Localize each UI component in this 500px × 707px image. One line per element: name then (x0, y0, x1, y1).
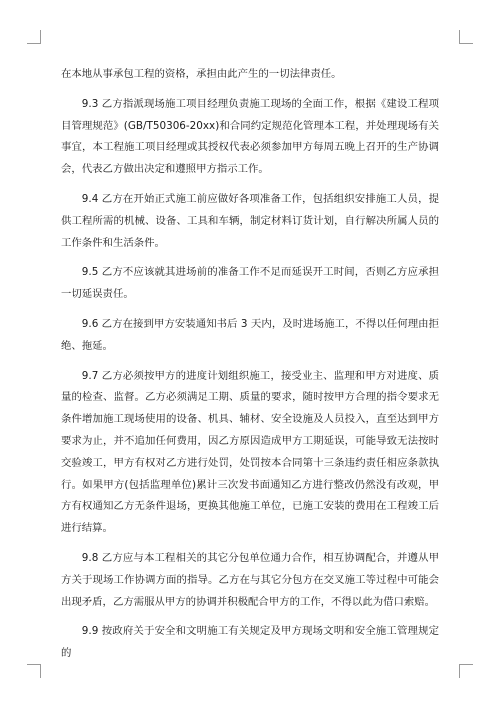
paragraph-9-7: 9.7 乙方必须按甲方的进度计划组织施工，接受业主、监理和甲方对进度、质量的检查、监督。乙方必须满足工期、质量的要求，随时按甲方合理的指令要求无条件增加施工现场使用的设备、机具、辅材、安全设施及人员投入，直至达到甲方要求为止，并不追加任何费用，因乙方原因造成甲方工期延误，可能导致无法按时交验竣工，甲方有权对乙方进行处罚，处罚按本合同第十三条违约责任相应条款执行。如果甲方(包括监理单位)累计三次发书面通知乙方进行整改仍然没有改观，甲方有权通知乙方无条件退场，更换其他施工单位，已施工安装的费用在工程竣工后进行结算。 (61, 369, 439, 535)
paragraph-9-8: 9.8 乙方应与本工程相关的其它分包单位通力合作，相互协调配合，并遵从甲方关于现场工作协调方面的指导。乙方在与其它分包方在交叉施工等过程中可能会出现矛盾，乙方需服从甲方的协调并积极配合甲方的工作，不得以此为借口索赔。 (61, 551, 439, 608)
crop-mark-top-right-v (459, 30, 460, 44)
crop-mark-top-right-h (459, 43, 473, 44)
paragraph-9-5: 9.5 乙方不应该就其进场前的准备工作不足而延误开工时间，否则乙方应承担一切延误责任。 (61, 266, 439, 301)
crop-mark-top-left-h (27, 43, 41, 44)
paragraph-continuation: 在本地从事承包工程的资格，承担由此产生的一切法律责任。 (61, 68, 342, 80)
crop-mark-bottom-left-h (27, 664, 41, 665)
paragraph-9-9: 9.9 按政府关于安全和文明施工有关规定及甲方现场文明和安全施工管理规定的 (61, 625, 439, 660)
crop-mark-bottom-right-h (459, 664, 473, 665)
paragraph-9-3: 9.3 乙方指派现场施工项目经理负责施工现场的全面工作，根据《建设工程项目管理规范》(GB/T50306-20xx)和合同约定规范化管理本工程，并处理现场有关事宜，本工程施工项目经理或其授权代表必须参加甲方每周五晚上召开的生产协调会，代表乙方做出决定和遵照甲方指示工作。 (61, 97, 439, 176)
crop-mark-bottom-right-v (459, 664, 460, 678)
crop-mark-bottom-left-v (40, 664, 41, 678)
paragraph-9-4: 9.4 乙方在开始正式施工前应做好各项准备工作，包括组织安排施工人员，提供工程所需的机械、设备、工具和车辆，制定材料订货计划，自行解决所属人员的工作条件和生活条件。 (61, 192, 439, 249)
paragraph-9-6: 9.6 乙方在接到甲方安装通知书后 3 天内，及时进场施工，不得以任何理由拒绝、拖延。 (61, 317, 439, 352)
crop-mark-top-left-v (40, 30, 41, 44)
document-body (61, 64, 439, 673)
